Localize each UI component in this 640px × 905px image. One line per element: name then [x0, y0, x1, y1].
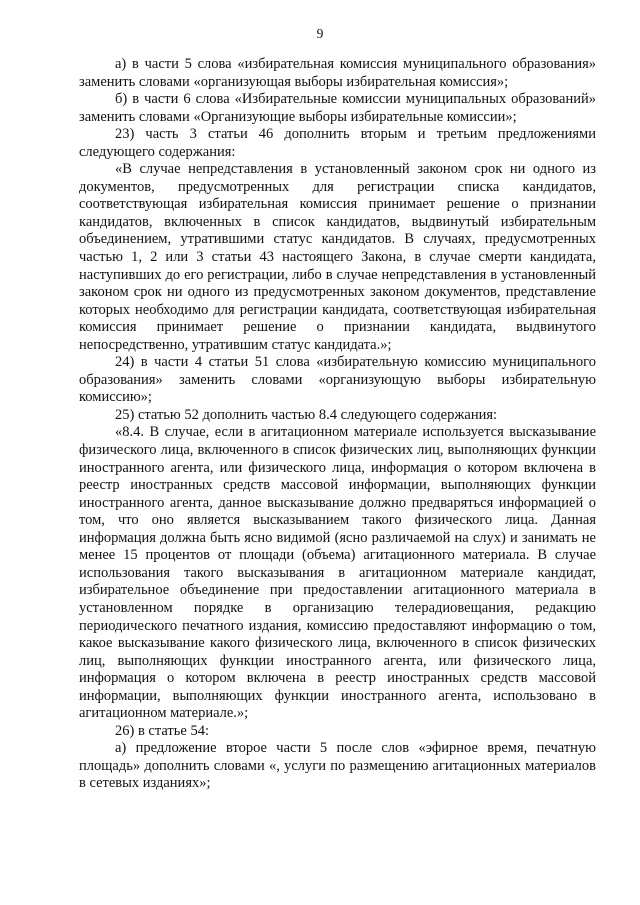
page-number: 9 — [316, 26, 324, 41]
paragraph-a-part-5: а) в части 5 слова «избирательная комиссия муниципального образования» заменить словами «организующая выборы избирательная комиссия»; — [79, 56, 596, 90]
paragraph-a-article-54: а) предложение второе части 5 после слов «эфирное время, печатную площадь» дополнить словами «, услуги по размещению агитационных материалов в сетевых изданиях»; — [79, 740, 596, 792]
paragraph-item-24: 24) в части 4 статьи 51 слова «избирательную комиссию муниципального образования» заменить словами «организующую выборы избирательную комиссию»; — [79, 354, 596, 406]
paragraph-item-25: 25) статью 52 дополнить частью 8.4 следующего содержания: — [115, 406, 498, 423]
paragraph-article-46-quote: «В случае непредставления в установленный законом срок ни одного из документов, предусмотренных для регистрации списка кандидатов, соответствующая избирательная комиссия принимает решение о признании кандидатов, включенных в список кандидатов, выдвинутый избирательным объединением, утратившими статус кандидатов. В случаях, предусмотренных частью 1, 2 или 3 статьи 43 настоящего Закона, в случае смерти кандидата, наступивших до его регистрации, либо в случае непредставления в установленный законом срок ни одного из предусмотренных законом документов, представление которых необходимо для регистрации кандидата, соответствующая избирательная комиссия принимает решение о признании кандидата, выдвинутого непосредственно, утратившим статус кандидата.»; — [79, 161, 596, 353]
paragraph-item-23: 23) часть 3 статьи 46 дополнить вторым и третьим предложениями следующего содержания: — [79, 126, 596, 160]
paragraph-item-26: 26) в статье 54: — [115, 722, 209, 739]
document-body — [79, 56, 596, 793]
paragraph-part-8-4-quote: «8.4. В случае, если в агитационном материале используется высказывание физического лица, включенного в список физических лиц, выполняющих функции иностранного агента, или физического лица, информация о котором включена в реестр иностранных средств массовой информации, выполняющих функции иностранного агента, данное высказывание должно предваряться информацией о том, что оно является высказыванием такого физического лица. Данная информация должна быть ясно видимой (ясно различаемой на слух) и занимать не менее 15 процентов от площади (объема) агитационного материала. В случае использования такого высказывания в агитационном материале кандидат, избирательное объединение при предоставлении агитационного материала в установленном порядке в организацию телерадиовещания, редакцию периодического печатного издания, комиссию предоставляют информацию о том, какое высказывание какого физического лица, включенного в список физических лиц, выполняющих функции иностранного агента, или физического лица, информация о котором включена в реестр иностранных средств массовой информации, выполняющих функции иностранного агента, использовано в агитационном материале.»; — [79, 424, 596, 722]
paragraph-b-part-6: б) в части 6 слова «Избирательные комиссии муниципальных образований» заменить словами «Организующие выборы избирательные комиссии»; — [79, 91, 596, 125]
